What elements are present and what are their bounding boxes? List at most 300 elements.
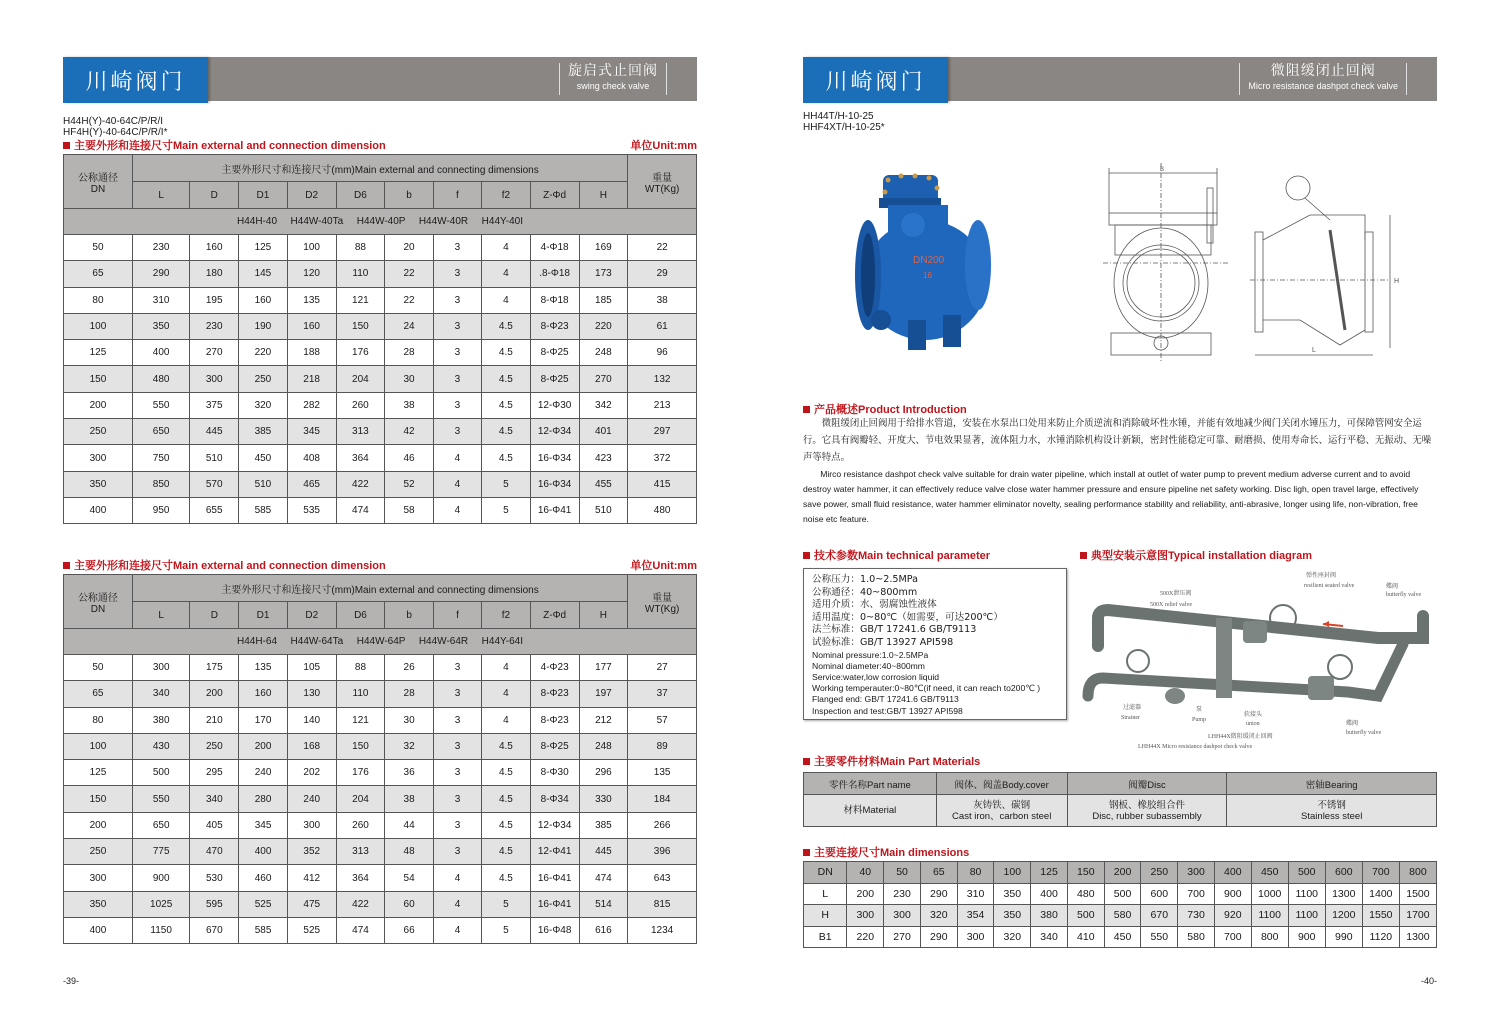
table-row (64, 235, 697, 261)
table-cell: 4-Φ23 (530, 655, 579, 681)
table-cell: 700 (1178, 883, 1215, 905)
section-title-text: 技术参数Main technical parameter (814, 550, 991, 562)
table-cell: 900 (1214, 883, 1251, 905)
table-cell: 26 (385, 655, 434, 681)
table-cell: 400 (239, 839, 288, 865)
table-cell: 5 (482, 497, 531, 523)
table-cell: 150 (64, 786, 133, 812)
table-row (64, 392, 697, 418)
table-cell: 28 (385, 681, 434, 707)
table-cell: 37 (628, 681, 697, 707)
table-row (804, 883, 1437, 905)
table-cell: 585 (239, 497, 288, 523)
table-cell: 213 (628, 392, 697, 418)
table-cell: 643 (628, 865, 697, 891)
table-row (64, 760, 697, 786)
dn-header (64, 575, 133, 629)
table-cell: 345 (287, 419, 336, 445)
table-cell: 250 (239, 366, 288, 392)
material-cn: 灰铸铁、碳钢 (973, 799, 1031, 811)
table-cell: 3 (433, 313, 481, 339)
table-cell: 430 (132, 733, 190, 759)
param-line: 公称压力：1.0~2.5MPa (812, 574, 919, 585)
table-cell: 290 (132, 261, 189, 287)
table-cell: 100 (287, 235, 336, 261)
table-cell: 297 (628, 419, 697, 445)
table-cell: 400 (1031, 883, 1068, 905)
installation-diagram (1078, 566, 1440, 752)
table-cell: 990 (1325, 926, 1362, 948)
table-cell: 350 (64, 471, 133, 497)
table-cell: 530 (190, 865, 239, 891)
table-cell: 1100 (1288, 883, 1325, 905)
table-cell: 176 (336, 760, 385, 786)
label-relief-valve-en: 500X relief valve (1150, 602, 1192, 608)
intro-text-en: Mirco resistance dashpot check valve suitable for drain water pipeline, which install at outlet of water pump to prevent medium adverse current and to avoid destroy water hammer, it can effectively reduce valve close water hammer pressure and ensure pipeline net safety working. Disc ligh, open travel large, effectively save power, small fluid resistance, water hammer eliminator novelty, sealing performance stability and reliability, anti-abrasive, longer using life, non-vibration, free noise etc feature. (803, 469, 1419, 524)
table-cell: 66 (385, 917, 434, 943)
table-cell: 250 (190, 733, 239, 759)
row-label: 材料Material (804, 795, 937, 827)
table-cell: 400 (64, 917, 133, 943)
table-cell: 300 (64, 865, 133, 891)
table-cell: 8-Φ23 (530, 313, 579, 339)
page-number: -40- (1420, 976, 1437, 986)
table-cell: 36 (385, 760, 434, 786)
table-cell: 600 (1325, 862, 1362, 884)
table-cell: 110 (336, 261, 385, 287)
column-header: f2 (482, 602, 531, 629)
table-cell: 400 (64, 497, 133, 523)
table-cell: 4-Φ18 (530, 235, 579, 261)
table-cell: 282 (287, 392, 336, 418)
table-cell: 4.5 (482, 760, 531, 786)
table-cell: 22 (385, 287, 434, 313)
row-label: H (804, 905, 847, 927)
product-title (559, 63, 667, 95)
table-cell: 4 (433, 471, 481, 497)
dimension-label-h: H (1394, 278, 1400, 285)
table-cell: 408 (287, 445, 336, 471)
table-cell: 150 (1067, 862, 1104, 884)
bullet-square-icon (803, 406, 810, 413)
table-cell: 342 (579, 392, 628, 418)
label-union-en: union (1246, 721, 1260, 727)
table-cell: 340 (1031, 926, 1068, 948)
table-cell: 3 (433, 812, 481, 838)
table-cell: 12-Φ34 (530, 812, 579, 838)
table-cell: 220 (847, 926, 884, 948)
table-row (64, 733, 697, 759)
table-cell: 48 (385, 839, 434, 865)
table-cell: 16-Φ41 (530, 891, 579, 917)
table-cell: 480 (132, 366, 189, 392)
table-cell: 775 (132, 839, 190, 865)
column-header: D6 (336, 182, 385, 209)
table-cell: 121 (336, 707, 385, 733)
table-cell: 4.5 (482, 392, 531, 418)
table-cell: 1500 (1399, 883, 1436, 905)
table-cell: 850 (132, 471, 189, 497)
unit-label: 单位Unit:mm (630, 560, 697, 572)
table-cell: 130 (287, 681, 336, 707)
table-cell: 422 (336, 891, 385, 917)
valve-product-photo (853, 170, 993, 360)
table-cell: 5 (482, 917, 531, 943)
table-row (804, 926, 1437, 948)
param-line: Inspection and test:GB/T 13927 API598 (812, 705, 963, 716)
table-cell: 160 (239, 287, 288, 313)
table-row (64, 471, 697, 497)
table-cell: 145 (239, 261, 288, 287)
table-cell: 580 (1104, 905, 1141, 927)
table-cell: 12-Φ30 (530, 392, 579, 418)
bullet-square-icon (803, 552, 810, 559)
table-cell: 168 (287, 733, 336, 759)
table-row (64, 707, 697, 733)
table-cell: 4.5 (482, 366, 531, 392)
label-butterfly2-cn: 蝶阀 (1346, 721, 1359, 727)
brand-logo: 川崎阀门 (63, 57, 208, 103)
model-row-cell: H44H-40 H44W-40Ta H44W-40P H44W-40R H44Y-40I (64, 209, 697, 235)
table-cell: 8-Φ34 (530, 786, 579, 812)
table-cell: 4 (433, 891, 481, 917)
section-title-text: 主要外形和连接尺寸Main external and connection dimension (74, 140, 386, 152)
table-cell: 474 (336, 917, 385, 943)
unit-label: 单位Unit:mm (630, 140, 697, 152)
valve-pressure-label: 16 (923, 271, 932, 280)
table-cell: 3 (433, 287, 481, 313)
table-cell: 570 (190, 471, 239, 497)
table-cell: 110 (336, 681, 385, 707)
row-label: B1 (804, 926, 847, 948)
table-cell: 4.5 (482, 839, 531, 865)
table-cell: 169 (579, 235, 628, 261)
section-title (803, 844, 969, 860)
table-cell: 30 (385, 366, 434, 392)
table-row (64, 366, 697, 392)
table-cell: 330 (579, 786, 628, 812)
table-cell: 150 (336, 313, 385, 339)
table-cell: 24 (385, 313, 434, 339)
table-cell: 65 (920, 862, 957, 884)
table-cell: 300 (1178, 862, 1215, 884)
table-row (64, 917, 697, 943)
weight-header-cn: 重量 (652, 592, 673, 604)
table-row (804, 905, 1437, 927)
table-cell: 3 (433, 366, 481, 392)
table-cell: 3 (433, 655, 481, 681)
model-code: HF4H(Y)-40-64C/P/R/I* (63, 127, 168, 138)
material-en: Cast iron、carbon steel (952, 810, 1052, 822)
dimension-label-b: B (1160, 167, 1165, 173)
table-cell: 340 (132, 681, 190, 707)
table-cell: 1150 (132, 917, 190, 943)
header-cell: 阀瓣Disc (1067, 773, 1227, 795)
label-butterfly2-en: butterfly valve (1346, 730, 1382, 736)
material-cell (1227, 795, 1437, 827)
material-cn: 钢板、橡胶组合件 (1108, 799, 1185, 811)
table-cell: 350 (994, 883, 1031, 905)
table-cell: 125 (64, 340, 133, 366)
table-cell: 266 (628, 812, 697, 838)
table-cell: 455 (579, 471, 628, 497)
weight-header (628, 575, 697, 629)
table-cell: 150 (336, 733, 385, 759)
table-cell: 650 (132, 812, 190, 838)
table-cell: 184 (628, 786, 697, 812)
header-cell: 阀体、阀盖Body.cover (936, 773, 1067, 795)
table-cell: 210 (190, 707, 239, 733)
table-cell: 525 (287, 917, 336, 943)
table-cell: 170 (239, 707, 288, 733)
param-line: 公称通径：40~800mm (812, 586, 918, 598)
group-header: 主要外形尺寸和连接尺寸(mm)Main external and connecting dimensions (132, 575, 627, 602)
table-cell: 195 (190, 287, 239, 313)
table-cell: 1200 (1325, 905, 1362, 927)
table-cell: 4 (433, 497, 481, 523)
table-cell: 270 (190, 340, 239, 366)
table-cell: 240 (287, 786, 336, 812)
table-cell: 290 (920, 883, 957, 905)
table-cell: 350 (994, 905, 1031, 927)
param-line: Working temperauter:0~80℃(if need, it can reach to200℃ ) (812, 683, 1041, 694)
table-cell: 16-Φ48 (530, 917, 579, 943)
table-cell: 121 (336, 287, 385, 313)
table-cell: 296 (579, 760, 628, 786)
front-view-outline-icon (1103, 163, 1228, 363)
table-cell: 280 (239, 786, 288, 812)
table-cell: 270 (579, 366, 628, 392)
table-cell: 401 (579, 419, 628, 445)
table-cell: 900 (1288, 926, 1325, 948)
table-cell: .8-Φ18 (530, 261, 579, 287)
table-cell: 42 (385, 419, 434, 445)
table-cell: 80 (957, 862, 994, 884)
table-cell: 200 (190, 681, 239, 707)
table-cell: 3 (433, 839, 481, 865)
table-cell: 125 (1031, 862, 1068, 884)
table-cell: 3 (433, 235, 481, 261)
column-header: L (132, 182, 189, 209)
table-cell: 340 (190, 786, 239, 812)
table-cell: 313 (336, 419, 385, 445)
table-cell: 4 (482, 707, 531, 733)
table-cell: 4.5 (482, 812, 531, 838)
table-cell: 197 (579, 681, 628, 707)
column-header: D2 (287, 602, 336, 629)
table-cell: 412 (287, 865, 336, 891)
table-cell: 248 (579, 340, 628, 366)
table-cell: 920 (1214, 905, 1251, 927)
table-cell: 44 (385, 812, 434, 838)
material-en: Disc, rubber subassembly (1092, 810, 1202, 822)
table-cell: 350 (64, 891, 133, 917)
table-row (64, 287, 697, 313)
table-cell: 240 (239, 760, 288, 786)
table-cell: 89 (628, 733, 697, 759)
table-cell: 580 (1178, 926, 1215, 948)
column-header: H (579, 182, 628, 209)
table-row (64, 786, 697, 812)
table-cell: 177 (579, 655, 628, 681)
valve-size-label: DN200 (913, 255, 945, 266)
table-cell: 5 (482, 471, 531, 497)
label-check-valve-cn: LHH44X微阻缓闭止回阀 (1208, 734, 1273, 740)
table-cell: 1100 (1288, 905, 1325, 927)
table-cell: 16-Φ41 (530, 497, 579, 523)
table-cell: 415 (628, 471, 697, 497)
bullet-square-icon (63, 142, 70, 149)
table-cell: 1100 (1251, 905, 1288, 927)
table-cell: 1120 (1362, 926, 1399, 948)
page-banner (803, 57, 1437, 101)
table-cell: 12-Φ34 (530, 419, 579, 445)
product-title-en: Micro resistance dashpot check valve (1248, 81, 1398, 91)
param-line: Nominal pressure:1.0~2.5MPa (812, 649, 929, 660)
table-cell: 670 (190, 917, 239, 943)
dn-header-en: DN (90, 183, 106, 195)
table-cell: 248 (579, 733, 628, 759)
table-cell: 8-Φ30 (530, 760, 579, 786)
table-cell: 4.5 (482, 419, 531, 445)
table-cell: 65 (64, 261, 133, 287)
table-cell: 100 (994, 862, 1031, 884)
table-cell: 220 (239, 340, 288, 366)
table-cell: 160 (287, 313, 336, 339)
table-cell: 474 (336, 497, 385, 523)
table-cell: 3 (433, 419, 481, 445)
table-cell: 4 (482, 287, 531, 313)
table-cell: 65 (64, 681, 133, 707)
table-cell: 200 (64, 392, 133, 418)
table-cell: 132 (628, 366, 697, 392)
param-line: 试验标准：GB/T 13927 API598 (812, 636, 954, 648)
table-cell: 4 (482, 261, 531, 287)
table-cell: 500 (1288, 862, 1325, 884)
table-cell: 160 (239, 681, 288, 707)
param-line: 适用温度：0~80℃（如需要，可达200℃） (812, 611, 1003, 623)
table-cell: 50 (64, 655, 133, 681)
model-list (803, 111, 885, 133)
table-cell: 230 (132, 235, 189, 261)
table-cell: 230 (884, 883, 921, 905)
material-cell (936, 795, 1067, 827)
intro-text-cn: 微阻缓闭止回阀用于给排水管道，安装在水泵出口处用来防止介质逆流和消除破坏性水锤，并能有效地减少阀门关闭水锤压力，可保障管网安全运行。它具有阀瓣轻、开度大、节电效果显著，流体阻力水，水锤消除机构设计新颖，密封性能稳定可靠、耐磨损、使用寿命长、运行平稳、无振动、无噪声等特点。 (803, 418, 1432, 463)
table-cell: 396 (628, 839, 697, 865)
table-cell: 173 (579, 261, 628, 287)
table-cell: 3 (433, 733, 481, 759)
table-cell: 525 (239, 891, 288, 917)
section-title (803, 753, 980, 769)
table-cell: 800 (1251, 926, 1288, 948)
table-cell: 550 (132, 786, 190, 812)
table-cell: 100 (64, 733, 133, 759)
technical-parameter-box (803, 568, 1067, 720)
table-cell: 450 (1104, 926, 1141, 948)
table-cell: 470 (190, 839, 239, 865)
table-cell: 372 (628, 445, 697, 471)
table-cell: 1400 (1362, 883, 1399, 905)
table-cell: 8-Φ18 (530, 287, 579, 313)
column-header-row (64, 182, 697, 209)
group-header: 主要外形尺寸和连接尺寸(mm)Main external and connecting dimensions (132, 155, 627, 182)
section-title-text: 主要连接尺寸Main dimensions (814, 847, 970, 859)
table-cell: 4.5 (482, 733, 531, 759)
table-cell: 460 (239, 865, 288, 891)
label-butterfly1-en: butterfly valve (1386, 592, 1422, 598)
table-cell: 313 (336, 839, 385, 865)
table-cell: 88 (336, 655, 385, 681)
table-row (64, 497, 697, 523)
table-cell: 405 (190, 812, 239, 838)
table-cell: 12-Φ41 (530, 839, 579, 865)
table-cell: 800 (1399, 862, 1436, 884)
table-cell: 445 (190, 419, 239, 445)
table-row (64, 812, 697, 838)
table-cell: 16-Φ41 (530, 865, 579, 891)
section-title-text: 主要外形和连接尺寸Main external and connection dimension (74, 560, 386, 572)
table-cell: 32 (385, 733, 434, 759)
table-cell: 188 (287, 340, 336, 366)
section-title (63, 137, 386, 153)
table-cell: 40 (847, 862, 884, 884)
table-cell: 135 (239, 655, 288, 681)
table-cell: 8-Φ25 (530, 366, 579, 392)
dimension-label-l: L (1312, 347, 1316, 354)
table-cell: 180 (190, 261, 239, 287)
table-cell: 4 (433, 865, 481, 891)
weight-header (628, 155, 697, 209)
table-cell: 400 (132, 340, 189, 366)
table-cell: 52 (385, 471, 434, 497)
header-cell: 密轴Bearing (1227, 773, 1437, 795)
table-cell: 202 (287, 760, 336, 786)
param-line: Flanged end: GB/T 17241.6 GB/T9113 (812, 694, 959, 705)
table-cell: 4 (482, 235, 531, 261)
table-cell: 3 (433, 392, 481, 418)
table-cell: 290 (920, 926, 957, 948)
table-cell: 480 (628, 497, 697, 523)
table-cell: 204 (336, 786, 385, 812)
table-row (64, 261, 697, 287)
column-header-row (64, 602, 697, 629)
table-cell: 175 (190, 655, 239, 681)
table-cell: 616 (579, 917, 628, 943)
table-cell: 4 (482, 681, 531, 707)
table-cell: 3 (433, 786, 481, 812)
table-cell: 250 (64, 419, 133, 445)
table-row (64, 655, 697, 681)
table-cell: 380 (1031, 905, 1068, 927)
table-cell: 58 (385, 497, 434, 523)
table-cell: 8-Φ25 (530, 733, 579, 759)
section-title-text: 主要零件材料Main Part Materials (814, 756, 981, 768)
column-header: f (433, 182, 481, 209)
table-cell: 28 (385, 340, 434, 366)
section-title (63, 557, 386, 573)
dn-header-cn: 公称通径 (77, 592, 118, 604)
header-row (64, 155, 697, 182)
material-cell (1067, 795, 1227, 827)
weight-header-cn: 重量 (652, 172, 673, 184)
bullet-square-icon (803, 849, 810, 856)
table-cell: 4.5 (482, 865, 531, 891)
column-header: f (433, 602, 481, 629)
table-cell: 160 (190, 235, 239, 261)
label-pump-en: Pump (1192, 717, 1207, 723)
table-cell: 474 (579, 865, 628, 891)
table-cell: 54 (385, 865, 434, 891)
